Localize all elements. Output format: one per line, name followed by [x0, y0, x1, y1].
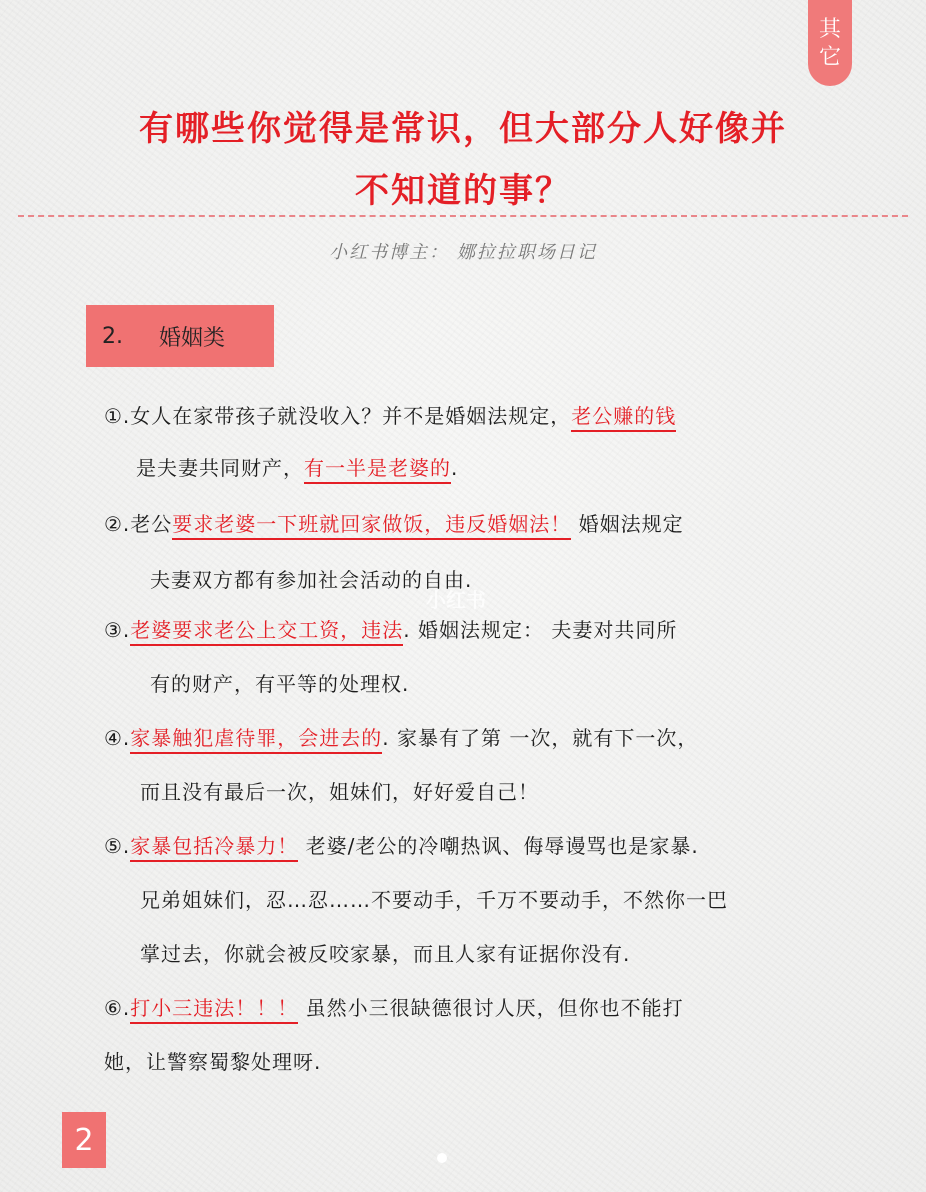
watermark-text: 小红书: [426, 588, 486, 612]
body-text: 她，让警察蜀黎处理呀.: [104, 1050, 322, 1074]
body-text: ⑥.: [104, 996, 131, 1020]
body-text: 虽然小三很缺德很讨人厌，但你也不能打: [298, 996, 684, 1020]
section-heading: [86, 305, 274, 367]
body-text: ④.: [104, 726, 131, 750]
body-text: .: [451, 456, 459, 480]
body-text: ③.: [104, 618, 131, 642]
highlighted-text: 老公赚的钱: [571, 404, 676, 432]
category-tag-line1: 其: [818, 17, 841, 42]
body-text: 兄弟姐妹们，忍…忍……不要动手，千万不要动手，不然你一巴: [140, 888, 728, 912]
highlighted-text: 要求老婆一下班就回家做饭，违反婚姻法！: [172, 512, 571, 540]
page-title: [60, 98, 866, 222]
highlighted-text: 打小三违法！！！: [130, 996, 298, 1024]
item-2-line-1: [104, 508, 684, 537]
section-number: 2.: [102, 323, 123, 349]
item-1-line-2: [136, 452, 458, 481]
title-line-1: 有哪些你觉得是常识，但大部分人好像并: [139, 109, 787, 149]
item-5-line-1: [104, 830, 699, 859]
highlighted-text: 老婆要求老公上交工资，违法: [130, 618, 403, 646]
body-text: 有的财产，有平等的处理权.: [150, 672, 410, 696]
body-text: ⑤.: [104, 834, 131, 858]
body-text: . 家暴有了第 一次，就有下一次，: [382, 726, 699, 750]
carousel-dot: [437, 1153, 447, 1163]
author-byline: 小红书博主： 娜拉拉职场日记: [329, 242, 597, 263]
category-tag: [808, 0, 852, 86]
body-text: 是夫妻共同财产，: [136, 456, 304, 480]
highlighted-text: 家暴触犯虐待罪，会进去的: [130, 726, 382, 754]
item-3-line-2: [150, 668, 409, 697]
item-2-line-2: [150, 564, 472, 593]
highlighted-text: 家暴包括冷暴力！: [130, 834, 298, 862]
body-text: ②.老公: [104, 512, 173, 536]
item-5-line-2: [140, 884, 728, 913]
body-text: ①.女人在家带孩子就没收入？并不是婚姻法规定，: [104, 404, 572, 428]
body-text: 而且没有最后一次，姐妹们，好好爱自己！: [140, 780, 539, 804]
body-text: 掌过去，你就会被反咬家暴，而且人家有证据你没有.: [140, 942, 631, 966]
title-line-2: 不知道的事？: [355, 171, 571, 211]
page-number-badge: 2: [62, 1112, 106, 1168]
item-4-line-1: [104, 722, 698, 751]
body-text: 婚姻法规定: [571, 512, 684, 536]
body-text: 夫妻双方都有参加社会活动的自由.: [150, 568, 473, 592]
body-text: 老婆/老公的冷嘲热讽、侮辱谩骂也是家暴.: [298, 834, 699, 858]
highlighted-text: 有一半是老婆的: [304, 456, 451, 484]
category-tag-line2: 它: [818, 45, 841, 70]
body-text: . 婚姻法规定： 夫妻对共同所: [403, 618, 678, 642]
item-1-line-1: [104, 400, 676, 429]
item-6-line-1: [104, 992, 684, 1021]
item-5-line-3: [140, 938, 630, 967]
item-6-line-2: [104, 1046, 321, 1075]
item-4-line-2: [140, 776, 539, 805]
item-3-line-1: [104, 614, 677, 643]
dashed-divider: [18, 215, 908, 217]
section-label: 婚姻类: [159, 325, 226, 351]
